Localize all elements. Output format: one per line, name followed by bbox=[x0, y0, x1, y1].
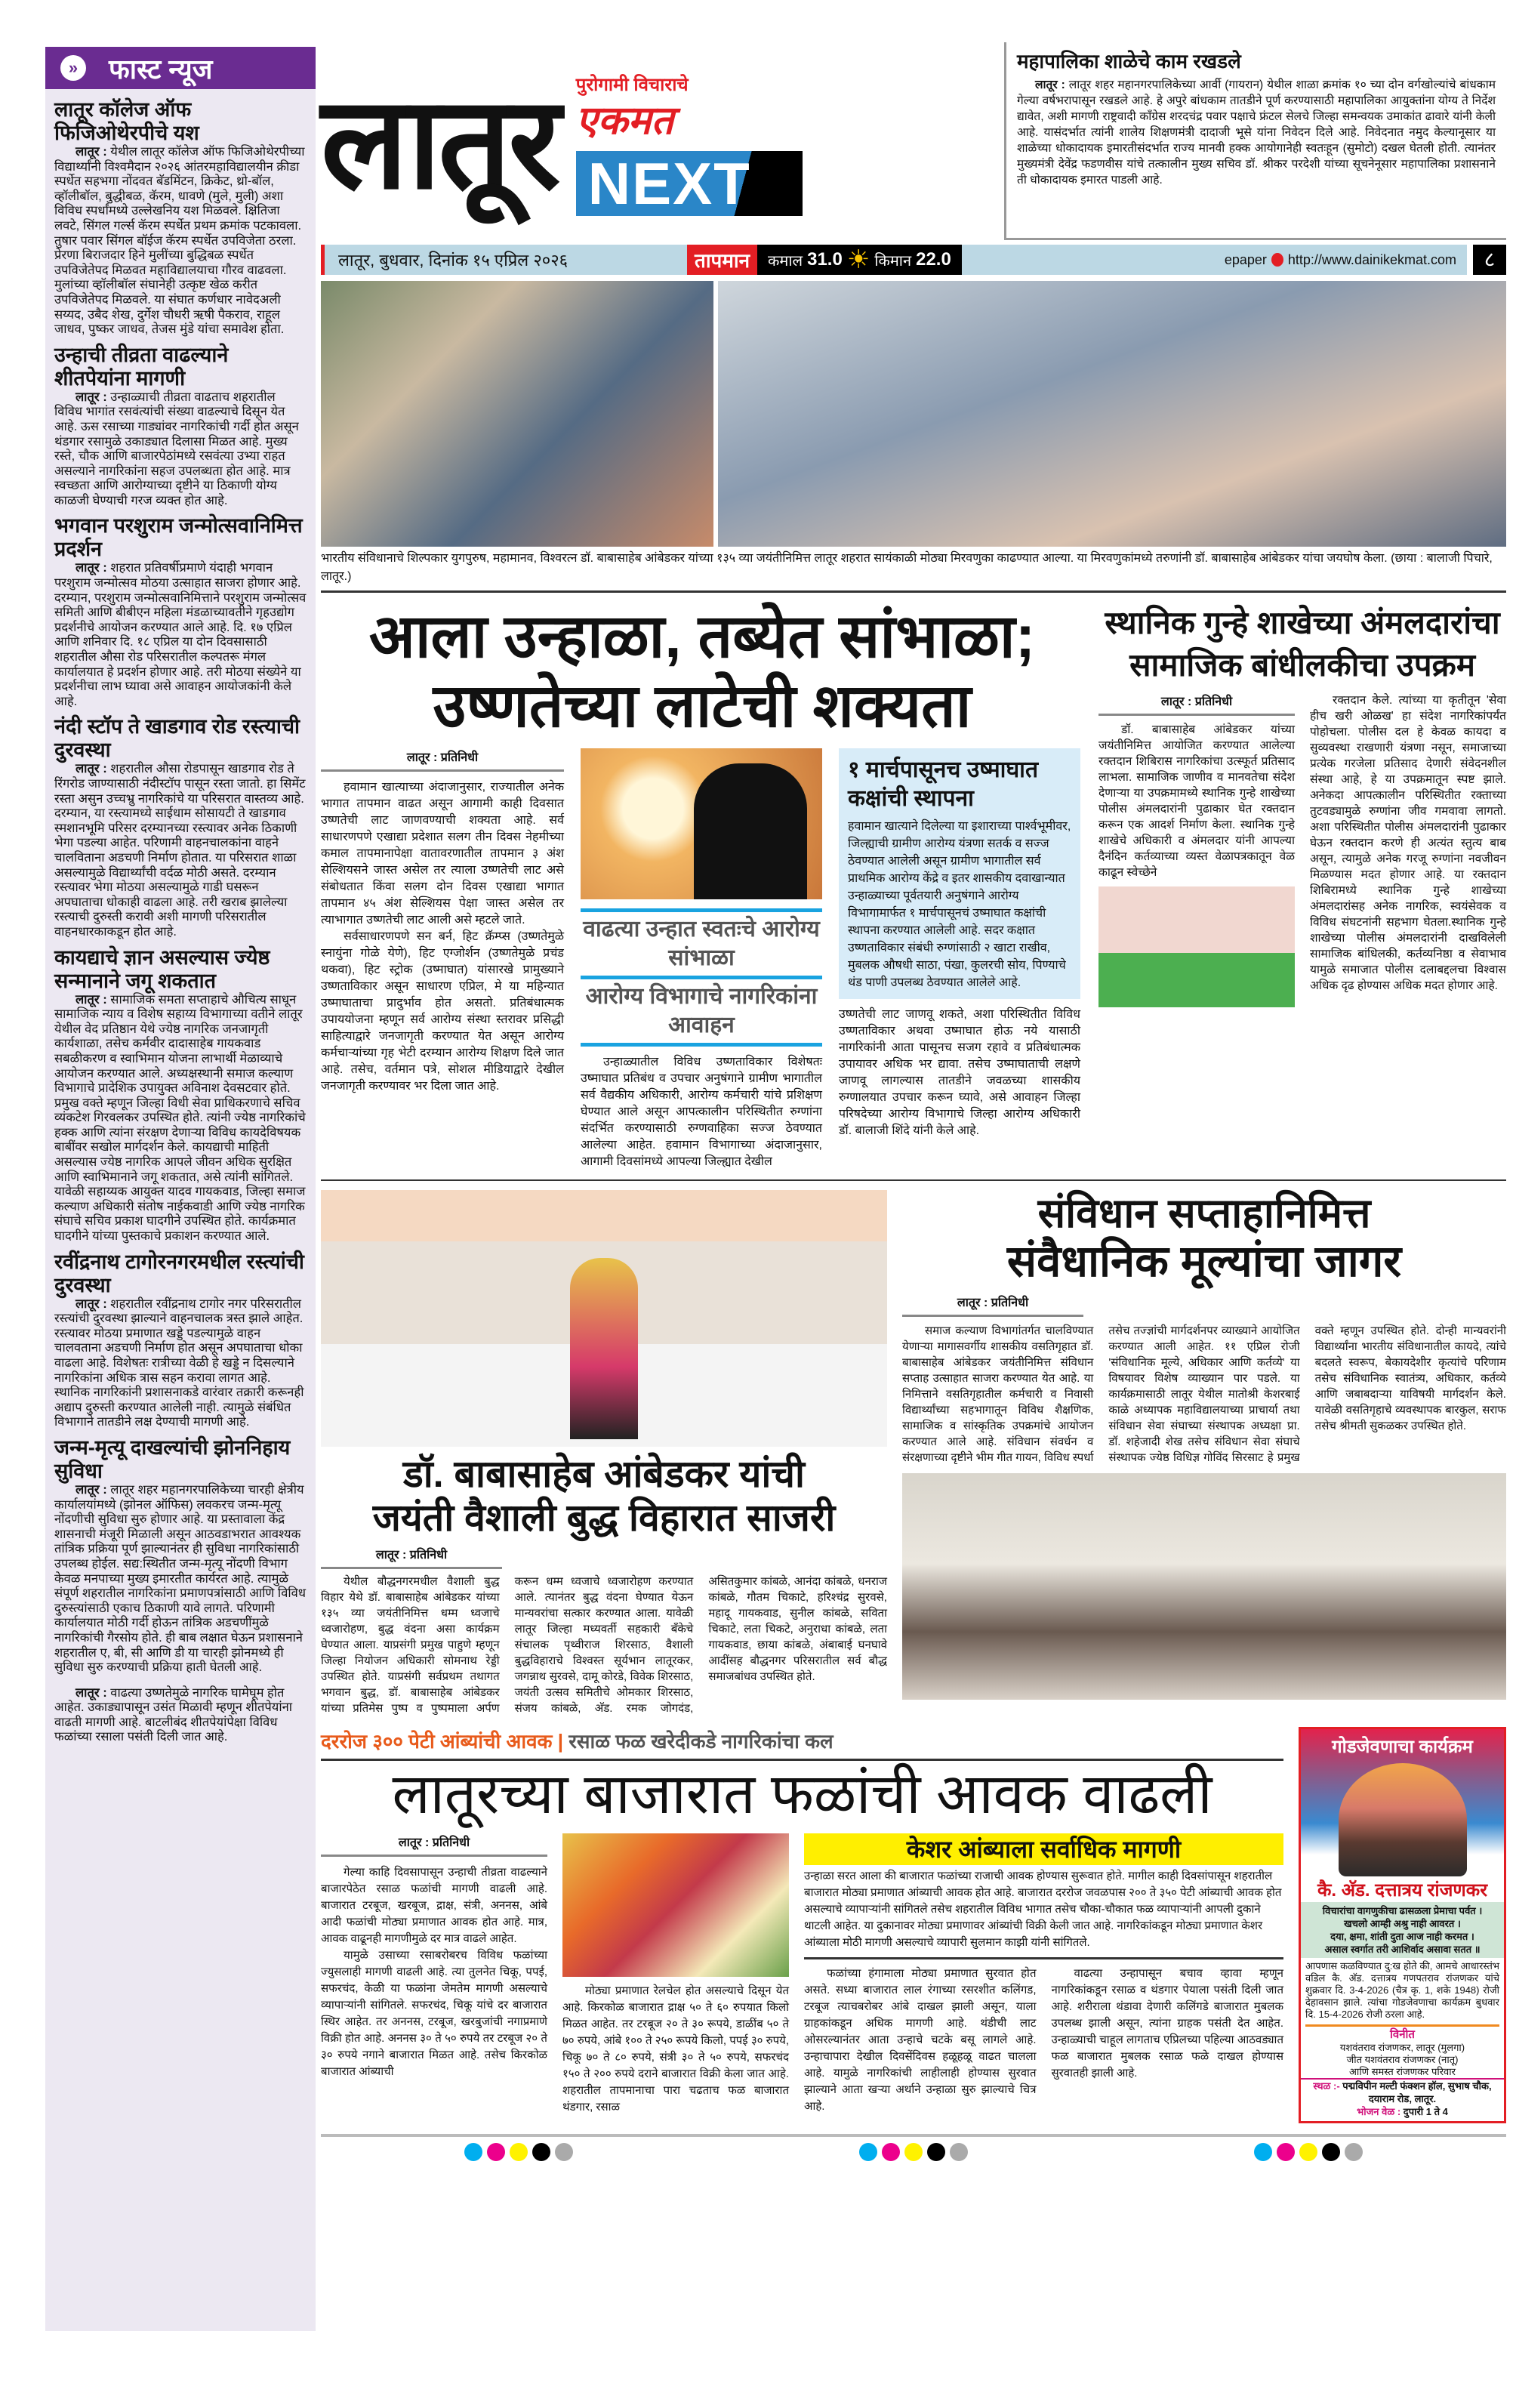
heat-byline: लातूर : प्रतिनिधी bbox=[321, 748, 564, 772]
heat-col-2 bbox=[581, 748, 822, 1170]
min-temp-value: 22.0 bbox=[916, 249, 951, 270]
temperature-label: तापमान bbox=[687, 245, 757, 275]
epaper-link[interactable] bbox=[1214, 252, 1467, 268]
fast-news-headline: कायद्याचे ज्ञान असल्यास ज्येष्ठ सन्मानाने जगू शकतात bbox=[54, 945, 270, 992]
fast-news-list bbox=[45, 89, 316, 1745]
fast-news-headline: नंदी स्टॉप ते खाडगाव रोड रस्त्याची दुरवस्था bbox=[54, 715, 300, 762]
police-col-2-text: रक्तदान केले. त्यांच्या या कृतीतून 'सेवा हीच खरी ओळख' हा संदेश नागरिकांपर्यंत पोहोचला. पोलीस दल हे केवळ कायदा व सुव्यवस्था राखणारी यंत्रणा नसून, समाजाच्या प्रत्येक गरजेला प्रतिसाद देणारी संवेदनशील संस्था आहे, हे या उपक्रमातून स्पष्ट झाले. अनेकदा आपत्कालीन परिस्थितीत रक्ताच्या तुटवड्यामुळे रुग्णांना जीव गमवावा लागतो. अशा परिस्थितीत पोलीस अंमलदारांनी पुढाकार घेऊन रक्तदान करणे ही अत्यंत स्तुत्य बाब असून, त्यामुळे अनेक गरजू रुग्णांना नवजीवन मिळण्यास मदत होणार आहे. या रक्तदान शिबिरामध्ये स्थानिक गुन्हे शाखेच्या अंमलदारांसह अनेक नागरिक, स्वयंसेवक व विविध संघटनांनी सहभाग घेतला.स्थानिक गुन्हे शाखेच्या पोलीस अंमलदारांनी दाखविलेली सामाजिक बांधिलकी, कर्तव्यनिष्ठा व सेवाभाव यामुळे समाजात पोलीस दलाबद्दलचा विश्वास अधिक दृढ होण्यास अधिक मदत होणार आहे. bbox=[1310, 694, 1506, 992]
heat-col-2-text: उन्हाळ्यातील विविध उष्णताविकार विशेषतः उष्माघात प्रतिबंध व उपचार अनुषंगाने ग्रामीण भागातील सर्व वैद्यकीय अधिकारी, आरोग्य कर्मचारी यांचे प्रशिक्षण घेण्यात आले असून आपत्कालीन परिस्थितीत रुग्णांना संदर्भित करण्यासाठी रुग्णवाहिका सज्ज ठेवण्यात आलेल्या आहेत. हवामान विभागाच्या अंदाजानुसार, आगामी दिवसांमध्ये आपल्या जिल्ह्यात देखील bbox=[581, 1056, 822, 1168]
fast-news-headline: जन्म-मृत्यू दाखल्यांची झोननिहाय सुविधा bbox=[54, 1435, 291, 1482]
fast-news-body: उन्हाळ्याची तीव्रता वाढताच शहरातील विविध भागांत रसवंत्यांची संख्या वाढल्याचे दिसून येत आहे. ऊस रसाच्या गाड्यांवर नागरिकांची गर्दी होत असून थंडगार रसामुळे उकाड्यात दिलासा मिळत आहे. मुख्य रस्ते, चौक आणि बाजारपेठांमध्ये रसवंत्या उभ्या राहत असल्याने नागरिकांना सहज उपलब्धता होत आहे. मात्र स्वच्छता आणि आरोग्याच्या दृष्टीने या ठिकाणी योग्य काळजी घेण्याची गरज व्यक्त होत आहे. bbox=[54, 390, 299, 507]
fast-news-body: सामाजिक समता सप्ताहाचे औचित्य साधून सामाजिक न्याय व विशेष सहाय्य विभागाच्या वतीने लातूर येथील वेद प्रतिष्ठान येथे ज्येष्ठ नागरिक जनजागृती कार्यशाळा, तसेच कर्मवीर दादासाहेब गायकवाड सबळीकरण व स्वाभिमान योजना लाभार्थी मेळाव्याचे आयोजन करण्यात आले. अध्यक्षस्थानी समाज कल्याण विभागाचे प्रादेशिक उपायुक्त अविनाश देवसटवार होते. प्रमुख वक्ते म्हणून जिल्हा विधी सेवा प्राधिकरणाचे सचिव व्यंकटेश गिरवलकर उपस्थित होते. त्यांनी ज्येष्ठ नागरिकांचे हक्क आणि त्यांना संरक्षण देणाऱ्या विविध कायदेविषयक बाबींवर सखोल मार्गदर्शन केले. कायद्याची माहिती असल्यास ज्येष्ठ नागरिक आपले जीवन अधिक सुरक्षित आणि स्वाभिमानाने जगू शकतात, असे त्यांनी सांगितले. यावेळी सहाय्यक आयुक्त यादव गायकवाड, जिल्हा समाज कल्याण अधिकारी संतोष नाईकवाडी आणि ज्येष्ठ नागरिक संघाचे सचिव प्रकाश घादगीने उपस्थित होते. कार्यक्रमात घादगीने यांच्या पुस्तकाचे प्रकाशन करण्यात आले. bbox=[54, 992, 306, 1244]
registration-dot bbox=[464, 2143, 482, 2161]
fast-news-body: येथील लातूर कॉलेज ऑफ फिजिओथेरपीच्या विद्यार्थ्यांनी विश्वमैदान २०२६ आंतरमहाविद्यालयीन क्रीडा स्पर्धेत सहभगा नोंदवत बॅडमिंटन, क्रिकेट, थ्रो-बॉल, व्हॉलीबॉल, बुद्धीबळ, कॅरम, धावणे (मुले, मुली) अशा विविध स्पर्धांमध्ये उल्लेखनिय यश मिळवले. क्षितिजा लवटे, सिंगल गर्ल्स कॅरम स्पर्धेत प्रथम क्रमांक पटकावला. तुषार पवार सिंगल बॉईज कॅरम स्पर्धेत उपविजेता ठरला. प्रेरणा बिराजदार हिने मुलींच्या बुद्धिबळ स्पर्धेत उपविजेतेपद मिळवत महाविद्यालयाचा गौरव वाढवला. मुलांच्या व्हॉलीबॉल संघानेही उत्कृष्ट खेळ करीत उपविजेतेपद मिळवले. या संघात कर्णधार नावेदअली सय्यद, उबैद शेख, दुर्गेश चौधरी ऋषी पैकराव, राहूल जाधव, पुष्कर जाधव, तेजस मुंडे यांचा समावेश होता. bbox=[54, 145, 305, 337]
obituary-advertisement bbox=[1299, 1727, 1506, 2123]
fast-news-headline: रवींद्रनाथ टागोरनगरमधील रस्त्यांची दुरवस्था bbox=[54, 1250, 304, 1296]
divider bbox=[804, 1957, 1283, 1959]
heat-box-body: हवामान खात्याने दिलेल्या या इशाराच्या पार्श्वभूमीवर, जिल्ह्याची ग्रामीण आरोग्य यंत्रणा सतर्क व सज्ज ठेवण्यात आलेली असून ग्रामीण भागातील सर्व प्राथमिक आरोग्य केंद्रे व इतर शासकीय दवाखान्यात उन्हाळ्याच्या पूर्वतयारी अनुषंगाने आरोग्य विभागामार्फत १ मार्चपासूनचं उष्माघात कक्षांची स्थापना करण्यात आलेली आहे. सदर कक्षात उष्णताविकार संबंधी रुग्णांसाठी २ खाटा राखीव, मुबलक औषधी साठा, पंखा, कुलरची सोय, पिण्याचे थंड पाणी उपलब्ध ठेवण्यात आलेले आहे. bbox=[848, 820, 1071, 989]
registration-dot bbox=[555, 2143, 573, 2161]
ad-title: गोडजेवणाचा कार्यक्रम bbox=[1332, 1737, 1473, 1757]
fast-news-dateline: लातूर : bbox=[75, 561, 107, 575]
poem-line: दया, क्षमा, शांती दुता आज नाही करमत । bbox=[1330, 1931, 1474, 1942]
date-bar bbox=[321, 245, 1467, 275]
fast-news-dateline: लातूर : bbox=[75, 1296, 107, 1311]
registration-dot bbox=[859, 2143, 877, 2161]
heat-sun-photo bbox=[581, 748, 822, 899]
heat-para-2: सर्वसाधारणपणे सन बर्न, हिट क्रॅम्प्स (उष्णतेमुळे स्नायुंना गोळे येणे), हिट एग्जोर्शन (उष्णतेमुळे प्रचंड थकवा), हिट स्ट्रोक (उष्माघात) यांसारखे प्रामुख्याने उष्णताविकार असून साधारण एप्रिल, मे या महिन्यात उष्माघाताचा प्रादुर्भाव होत असतो. प्रतिबंधात्मक उपाययोजना म्हणून सर्व आरोग्य संस्था स्तरावर प्रसिद्धी साहित्याद्वारे जनजागृती करण्यात येत असून आरोग्य कर्मचाऱ्यांच्या गृह भेटी दरम्यान आरोग्य शिक्षण दिले जात आहे. तसेच, वर्तमान पत्रे, सोशल मीडियाद्वारे देखील जनजागृती करण्यावर भर दिला जात आहे. bbox=[321, 930, 564, 1093]
fast-news-item bbox=[54, 1686, 307, 1745]
masthead bbox=[321, 42, 997, 240]
ad-vinit: विनीत bbox=[1305, 2024, 1499, 2042]
ambedkar-body-text: येथील बौद्धनगरमधील वैशाली बुद्ध विहार येथे डॉ. बाबासाहेब आंबेडकर यांच्या १३५ व्या जयंतीनिमित्त धम्म ध्वजाचे ध्वजारोहण, बुद्ध वंदना असा कार्यक्रम घेण्यात आला. याप्रसंगी प्रमुख पाहुणे म्हणून जिल्हा नियोजन अधिकारी सोमनाथ रेड्डी उपस्थित होते. याप्रसंगी सर्वप्रथम तथागत भगवान बुद्ध, डॉ. बाबासाहेब आंबेडकर यांच्या प्रतिमेस पुष्प व पुष्पमाला अर्पण करून धम्म ध्वजाचे ध्वजारोहण करण्यात आले. त्यानंतर बुद्ध वंदना घेण्यात येऊन मान्यवरांचा सत्कार करण्यात आला. यावेळी लातूर जिल्हा मध्यवर्ती सहकारी बँकेचे संचालक पृथ्वीराज शिरसाठ, वैशाली बुद्धविहाराचे विश्वस्त सूर्यभान लातूरकर, जगन्नाथ सुरवसे, दामू कोरडे, विवेक शिरसाठ, जयंती उत्सव समितीचे ओमकार शिरसाठ, संजय कांबळे, अ‍ॅड. रमक जोगदंड, असितकुमार कांबळे, आनंदा कांबळे, धनराज कांबळे, गौतम चिकाटे, हरिश्चंद्र सुरवसे, महादू गायकवाड, सुनील कांबळे, सविता चिकाटे, लता चिकटे, अनुराधा कांबळे, लता गायकवाड, छाया कांबळे, अंबाबाई घनघावे आदींसह बौद्धनगर परिसरातील सर्व बौद्ध समाजबांधव उपस्थित होते. bbox=[321, 1575, 887, 1715]
fruit-kicker-grey: रसाळ फळ खरेदीकडे नागरिकांचा कल bbox=[568, 1730, 833, 1753]
police-headline: स्थानिक गुन्हे शाखेच्या अंमलदारांचा सामाजिक बांधीलकीचा उपक्रम bbox=[1105, 605, 1500, 683]
poem-line: विचारांचा वागणुकीचा ढासळला प्रेमाचा पर्वत । bbox=[1322, 1905, 1483, 1916]
masthead-title: लातूर bbox=[321, 72, 558, 215]
top-story-title: महापालिका शाळेचे काम रखडले bbox=[1017, 50, 1241, 72]
fast-news-item bbox=[54, 946, 307, 1244]
ambedkar-story bbox=[321, 1190, 887, 1716]
registration-dot bbox=[487, 2143, 505, 2161]
poem-line: असाल स्वर्गात तरी आशिर्वाद असावा सतत ॥ bbox=[1324, 1944, 1481, 1955]
fast-news-body: वाढत्या उष्णतेमुळे नागरिक घामेघूम होत आहेत. उकाड्यापासून उसंत मिळावी म्हणून शीतपेयांना वाढती मागणी आहे. बाटलीबंद शीतपेयांपेक्षा विविध फळांच्या रसाला पसंती दिली जात आहे. bbox=[54, 1685, 293, 1744]
fast-news-column bbox=[45, 47, 316, 2331]
chevron-double-down-icon: » bbox=[60, 55, 86, 81]
registration-dot bbox=[1277, 2143, 1295, 2161]
fast-news-dateline: लातूर : bbox=[75, 992, 107, 1007]
ad-signatory: यशवंतराव रांजणकर, लातूर (मुलगा) bbox=[1301, 2042, 1504, 2054]
police-col-2 bbox=[1310, 692, 1506, 1007]
registration-marks bbox=[859, 2143, 968, 2161]
fast-news-dateline: लातूर : bbox=[75, 145, 107, 159]
fruit-headline: लातूरच्या बाजारात फळांची आवक वाढली bbox=[392, 1762, 1212, 1825]
fruit-story bbox=[321, 1727, 1283, 2123]
temperature-widget bbox=[687, 245, 962, 275]
top-story-body: लातूर शहर महानगरपालिकेच्या आर्वी (गायरान) येथील शाळा क्रमांक १० च्या दोन वर्गखोल्यांचे बांधकाम गेल्या वर्षभरापासून रखडले आहे. हे अपुरे बांधकाम तातडीने पूर्ण करण्यासाठी महापालिका आयुक्तांना योग्य ते निर्देश द्यावेत, अशी मागणी राष्ट्रवादी काँग्रेस शरदचंद्र पवार पक्षाचे फ्रंटल सेलचे जिल्हा समन्वयक उमाकांत ढावारे यांनी केली आहे. यासंदर्भात त्यांनी शालेय शिक्षणमंत्री दादाजी भूसे यांना निवेदन दिले आहे. निवेदनात नमुद केल्यानूसार या शाळेच्या धोकादायक इमारतीसंदर्भात राज्य मानवी हक्क आयोगानेही स्वतःहून (सुमोटो) दखल घेतली होती. त्यानंतर मुख्यमंत्री देवेंद्र फडणवीस यांचे तत्कालीन मुख्य सचिव डॉ. श्रीकर परदेशी यांच्या सूचनेनूसार महापालिका प्रशासनाने ती धोकादायक इमारत पाडली आहे. bbox=[1017, 79, 1496, 187]
ad-signatory: जीत यशवंतराव रांजणकर (नातू) bbox=[1301, 2054, 1504, 2066]
registration-dot bbox=[1299, 2143, 1317, 2161]
silhouette bbox=[694, 763, 807, 899]
fast-news-dateline: लातूर : bbox=[75, 1685, 107, 1700]
heat-col-3-text: उष्णतेची लाट जाणवू शकते, अशा परिस्थितीत विविध उष्णताविकार अथवा उष्माघात होऊ नये यासाठी नागरिकांनी आता पासूनच सजग रहावे व प्रतिबंधात्मक उपायावर अधिक भर द्यावा. तसेच उष्माघाताची लक्षणे जाणवू लागल्यास तातडीने जवळच्या शासकीय रुग्णालयात उपचार करून घ्यावे, असे आवाहन जिल्हा परिषदेच्या आरोग्य विभागाचे जिल्हा आरोग्य अधिकारी डॉ. बालाजी शिंदे यांनी केले आहे. bbox=[839, 1008, 1080, 1137]
bottom-rule bbox=[321, 2134, 1506, 2161]
statue bbox=[570, 1258, 638, 1439]
max-temp-label: कमाल bbox=[768, 252, 803, 270]
fruit-col-4-text: वाढत्या उन्हापासून बचाव व्हावा म्हणून नागरिकांकडून रसाळ व थंडगार पेयाला पसंती दिली जात आहे. शरीराला थंडावा देणारी कलिंगडे बाजारात मुबलक उपलब्ध झाली असून, त्यांना ग्राहक पसंती देत आहेत. उन्हाळ्याची चाहूल लागताच एप्रिलच्या पहिल्या आठवड्यात फळ बाजारात मुबलक रसाळ फळे दाखल होण्यास सुरवातही झाली आहे. bbox=[1051, 1967, 1283, 2080]
fast-news-item bbox=[54, 715, 307, 939]
divider bbox=[321, 590, 1506, 593]
fruit-kicker-red: दररोज ३०० पेटी आंब्यांची आवक bbox=[321, 1730, 553, 1753]
cursor-icon bbox=[1271, 253, 1283, 267]
samvidhan-byline: लातूर : प्रतिनिधी bbox=[902, 1293, 1083, 1317]
fast-news-body: लातूर शहर महानगरपालिकेच्या चारही क्षेत्रीय कार्यालयांमध्ये (झोनल ऑफिस) लवकरच जन्म-मृत्यू नोंदणीची सुविधा सुरु होणार आहे. या प्रस्तावाला केंद्र शासनाची मंजूरी मिळाली असून आठवडाभरात आवश्यक तांत्रिक प्रक्रिया पूर्ण झाल्यानंतर ही सुविधा नागरिकांसाठी उपलब्ध होईल. सद्य:स्थितीत जन्म-मृत्यू नोंदणी विभाग केवळ मनपाच्या मुख्य इमारतीत कार्यरत आहे. त्यामुळे संपूर्ण शहरातील नागरिकांना प्रमाणपत्रांसाठी आणि विविध दुरुस्त्यांसाठी एकाच ठिकाणी यावे लागते. परिणामी कार्यालयात मोठी गर्दी होऊन तांत्रिक अडचणींमुळे नागरिकांची गैरसोय होते. ही बाब लक्षात घेऊन प्रशासनाने शहरातील ए, बी, सी आणि डी या चारही झोनमध्ये ही सुविधा सुरु करण्याची प्रक्रिया हाती घेतली आहे. bbox=[54, 1482, 306, 1675]
meal-label: भोजन वेळ : bbox=[1357, 2106, 1401, 2117]
fast-news-dateline: लातूर : bbox=[75, 390, 107, 404]
registration-dot bbox=[904, 2143, 923, 2161]
registration-marks bbox=[464, 2143, 573, 2161]
samvidhan-group-photo bbox=[902, 1473, 1506, 1700]
fast-news-item bbox=[54, 344, 307, 509]
heat-box-title: १ मार्चपासूनच उष्माघात कक्षांची स्थापना bbox=[848, 757, 1039, 811]
min-temp-label: किमान bbox=[874, 252, 912, 270]
ambedkar-headline-2: जयंती वैशाली बुद्ध विहारात साजरी bbox=[372, 1496, 836, 1539]
fast-news-item bbox=[54, 1250, 307, 1430]
registration-marks bbox=[1254, 2143, 1363, 2161]
page-number: ८ bbox=[1473, 245, 1506, 275]
fast-news-body: शहरातील औसा रोडपासून खाडगाव रोड ते रिंगरोड जाण्यासाठी नंदीस्टॉप पासून रस्ता जातो. हा सिमेंट रस्ता असुन उच्चभ्रु नागरिकांचे या परिसरात वास्तव्य आहे. दरम्यान, या रस्त्यामध्ये साईधाम सोसायटी ते खाडगाव स्मशानभूमि परिसर दरम्यानच्या रस्त्यावर अनेक ठिकाणी भेगा पडल्या आहेत. परिणामी वाहनचालकांना वाहने चालविताना अडचणी निर्माण होतात. या परिसरात शाळा असल्यामुळे विद्यार्थ्यांची वर्दळ मोठी असते. दरम्यान रस्त्यावर भेगा मोठया असल्यामुळे गाडी घसरून अपघाताचा धोकाही वाढला आहे. तरी खराब झालेल्या रस्त्याची दुरुस्ती करावी अशी मागणी परिसरातील वाहनधारकाकडून होत आहे. bbox=[54, 762, 306, 939]
fast-news-header bbox=[45, 47, 316, 89]
fruit-col-3-4 bbox=[804, 1833, 1283, 2116]
sun-icon: ☀ bbox=[846, 245, 870, 274]
heat-headline-1: आला उन्हाळा, तब्येत सांभाळा; bbox=[368, 603, 1036, 670]
fruit-kicker: दररोज ३०० पेटी आंब्यांची आवक | रसाळ फळ खरेदीकडे नागरिकांचा कल bbox=[321, 1730, 833, 1753]
registration-dot bbox=[927, 2143, 945, 2161]
fruit-box-title: केशर आंब्याला सर्वाधिक मागणी bbox=[804, 1833, 1283, 1865]
fruit-col-1 bbox=[321, 1833, 547, 2116]
venue-label: स्थळ :- bbox=[1313, 2080, 1340, 2092]
registration-dot bbox=[882, 2143, 900, 2161]
registration-dot bbox=[950, 2143, 968, 2161]
heat-subhead-2: आरोग्य विभागाचे नागरिकांना आवाहन bbox=[581, 979, 822, 1047]
issue-date: लातूर, बुधवार, दिनांक १५ एप्रिल २०२६ bbox=[338, 251, 568, 270]
poem-line: खचलो आम्ही अश्रु नाही आवरत । bbox=[1344, 1918, 1461, 1929]
heat-para-1: हवामान खात्याच्या अंदाजानुसार, राज्यातील अनेक भागात तापमान वाढत असून आगामी काही दिवसात उष्णतेची लाट जाणवण्याची शक्यता आहे. सर्व साधारणपणे एखाद्या प्रदेशात सलग तीन दिवस नेहमीच्या कमाल तापमानापेक्षा वातावरणातील तापमान ३ अंश सेल्शियसने जास्त असेल तर त्याला उष्णतेची लाट असे संबोधतात किंवा सलग दोन दिवस एखाद्या भागात तापमान ४५ अंश सेल्शियस पेक्षा जास्त असेल तर त्याभागात उष्णतेची लाट आली असे म्हटले जाते. bbox=[321, 781, 564, 927]
police-byline: लातूर : प्रतिनिधी bbox=[1098, 692, 1295, 716]
fruit-box-body: उन्हाळा सरत आला की बाजारात फळांच्या राजाची आवक होण्यास सुरूवात होते. मागील काही दिवसांपासून शहरातील बाजारात मोठ्या प्रमाणात आंब्याची आवक होत आहे. बाजारात दररोज जवळपास २०० ते ३५० पेटी आंब्याची आवक होत असल्याचे व्यापाऱ्यांनी सांगितले तसेच शहरातील विविध भागात तसेच चौका-चौकात फळ व्यापाऱ्यांनी आपली दुकाने थाटली आहेत. या दुकानावर मोठ्या प्रमाणावर आंब्यांची विक्री केली जात आहे. नागरिकांकडून मोठ्या प्रमाणात केशर आंब्याला मोठी मागणी असल्याचे व्यापारी सुलमान काझी यांनी सांगितले. bbox=[804, 1870, 1282, 1949]
fast-news-headline: उन्हाची तीव्रता वाढल्याने शीतपेयांना मागणी bbox=[54, 343, 229, 390]
ambedkar-statue-photo bbox=[321, 1190, 887, 1447]
police-col-1 bbox=[1098, 692, 1295, 1007]
photo-caption: भारतीय संविधानाचे शिल्पकार युगपुरुष, महामानव, विश्वरत्न डॉ. बाबासाहेब आंबेडकर यांच्या १३५ व्या जयंतीनिमित्त लातूर शहरात सायंकाळी मोठ्या मिरवणुका काढण्यात आल्या. या मिरवणुकांमध्ये तरुणांनी डॉ. बाबासाहेब आंबेडकर यांचा जयघोष केला. (छाया : बालाजी पिचारे, लातूर.) bbox=[321, 552, 1493, 583]
samvidhan-story bbox=[902, 1190, 1506, 1716]
fruit-col-3-text: फळांच्या हंगामाला मोठ्या प्रमाणात सुरवात होत असते. सध्या बाजारात लाल रंगाच्या रसरशीत कलिंगड, टरबूज त्याचबरोबर आंबे दाखल झाली असून, याला ग्राहकांकडून अधिक मागणी आहे. थंडीची लाट ओसरल्यानंतर आता उन्हाचे चटके बसू लागले आहे. उन्हाचापारा देखील दिवसेंदिवस हळूहळू वाढत चालला आहे. यामुळे नागरिकांची लाहीलाही होण्यास सुरवात झाल्याने आता खऱ्या अर्थाने उन्हाळा सुरु झाल्याचे चित्र आहे. bbox=[804, 1967, 1037, 2113]
main-content bbox=[321, 42, 1506, 2161]
samvidhan-body-text: समाज कल्याण विभागांतर्गत चालविण्यात येणाऱ्या मागासवर्गीय शासकीय वसतिगृहात डॉ. बाबासाहेब आंबेडकर जयंतीनिमित्त संविधान सप्ताह उत्साहात साजरा करण्यात येत आहे. या निमित्ताने वसतिगृहातील कर्मचारी व निवासी विद्यार्थ्यांच्या सहभागातून विविध शैक्षणिक, सामाजिक व सांस्कृतिक उपक्रमांचे आयोजन करण्यात आले आहे. संविधान संवर्धन व संरक्षणाच्या दृष्टीने भीम गीत गायन, विविध स्पर्धा तसेच तज्ज्ञांची मार्गदर्शनपर व्याख्याने आयोजित करण्यात आली आहेत. ११ एप्रिल रोजी 'संविधानिक मूल्ये, अधिकार आणि कर्तव्ये' या विषयावर विशेष व्याख्यान पार पडले. या कार्यक्रमासाठी लातूर येथील मातोश्री केशरबाई काळे अध्यापक महाविद्यालयाच्या प्राचार्या तथा संविधान सेवा संघाच्या संस्थापक अध्यक्षा प्रा. डॉ. शहेजादी शेख तसेच संविधान सेवा संघाचे संस्थापक ज्येष्ठ विधिज्ञ गोविंद सिरसाट हे प्रमुख वक्ते म्हणून उपस्थित होते. दोन्ही मान्यवरांनी विद्यार्थ्यांना भारतीय संविधानातील कायदे, त्यांचे बदलते स्वरूप, बेकायदेशीर कृत्यांचे परिणाम तसेच संविधानिक स्वातंत्र्य, अधिकार, कर्तव्ये आणि जबाबदाऱ्या याविषयी मार्गदर्शन केले. यावेळी वसतिगृहाचे व्यवस्थापक बारकुल, सराफ तसेच श्रीमती सुकळकर उपस्थित होते. bbox=[902, 1324, 1506, 1464]
fast-news-headline: भगवान परशुराम जन्मोत्सवानिमित्त प्रदर्शन bbox=[54, 514, 303, 561]
ad-message: आपणास कळविण्यात दु:ख होते की, आमचे आधारस्तंभ वडिल कै. अ‍ॅड. दत्तात्रय गणपतराव रांजणकर यांचे शुक्रवार दि. 3-4-2026 (चैत्र कृ. 1, शके 1948) रोजी देहावसान झाले. त्यांचा गोडजेवणाचा कार्यक्रम बुधवार दि. 15-4-2026 रोजी ठरला आहे. bbox=[1301, 1958, 1504, 2023]
fast-news-body: शहरातील रवींद्रनाथ टागोर नगर परिसरातील रस्त्यांची दुरवस्था झाल्याने वाहनचालक त्रस्त झाले आहेत. रस्त्यावर मोठया प्रमाणात खड्डे पडल्यामुळे वाहन चालवताना अडचणी निर्माण होत असून अपघाताचा धोका वाढला आहे. विशेषतः रात्रीच्या वेळी हे खड्डे न दिसल्याने नागरिकांना अधिक त्रास सहन करावा लागत आहे. स्थानिक नागरिकांनी प्रशासनाकडे वारंवार तक्रारी करूनही अद्याप दुरुस्ती करण्यात आलेली नाही. त्यामुळे संबंधित विभागाने तातडीने लक्ष देण्याची मागणी आहे. bbox=[54, 1296, 304, 1429]
ad-signatory: आणि समस्त रांजणकर परिवार bbox=[1301, 2066, 1504, 2078]
ad-poem bbox=[1301, 1902, 1504, 1958]
registration-dot bbox=[1322, 2143, 1340, 2161]
venue-text: पद्मविपीन मल्टी फंक्शन हॉल, सुभाष चौक, दयाराम रोड, लातूर. bbox=[1342, 2080, 1492, 2104]
ad-name: कै. अ‍ॅड. दत्तात्रय रांजणकर bbox=[1301, 1879, 1504, 1902]
fruit-col-1-text-2: यामुळे उसाच्या रसाबरोबरच विविध फळांच्या ज्युसलाही मागणी वाढली आहे. त्या तुलनेत चिकू, पपई, सफरचंद, केळी या फळांना जेमतेम मागणी असल्याचे व्यापाऱ्यांनी सांगितले. सफरचंद, चिकू यांचे दर बाजारात स्थिर आहेत. तर अननस, टरबूज, खरबुजांची नगाप्रमाणे विक्री होत आहे. अननस ३० ते ५० रुपये तर टरबूज २० ते ३० रुपये नगाने बाजारात मिळत आहे. तसेच किरकोळ बाजारात आंब्याची bbox=[321, 1949, 547, 2078]
ambedkar-headline-1: डॉ. बाबासाहेब आंबेडकर यांची bbox=[402, 1453, 806, 1495]
fast-news-body: शहरात प्रतिवर्षीप्रमाणे यंदाही भगवान परशुराम जन्मोत्सव मोठया उत्साहात साजरा होणार आहे. दरम्यान, परशुराम जन्मोत्सवानिमित्ताने परशुराम जन्मोत्सव समिती आणि बीबीएन महिला मंडळाच्यावतीने गृहउद्योग प्रदर्शनीचे आयोजन करण्यात आले आहे. दि. १७ एप्रिल आणि शनिवार दि. १८ एप्रिल या दोन दिवसासाठी शहरातील औसा रोड परिसरातील कल्पतरू मंगल कार्यालयात हे प्रदर्शन होणार आहे. तरी मोठया संख्येने या प्रदर्शनीचा लाभ घ्यावा असे आवाहन आयोजकांनी केले आहे. bbox=[54, 561, 307, 708]
fast-news-item bbox=[54, 98, 307, 338]
masthead-brand: एकमत bbox=[575, 98, 674, 143]
heat-sidebar-box bbox=[839, 748, 1080, 999]
ambedkar-byline: लातूर : प्रतिनिधी bbox=[321, 1546, 502, 1569]
fast-news-headline: लातूर कॉलेज ऑफ फिजिओथेरपीचे यश bbox=[54, 98, 199, 144]
masthead-next-logo: NEXT bbox=[576, 151, 803, 216]
top-story-box bbox=[1004, 42, 1506, 240]
registration-dot bbox=[1345, 2143, 1363, 2161]
procession-photo-right bbox=[718, 281, 1506, 547]
heat-story bbox=[321, 602, 1083, 1170]
fast-news-title: फास्ट न्यूज bbox=[109, 53, 213, 85]
heat-col-1 bbox=[321, 748, 564, 1170]
fast-news-item bbox=[54, 514, 307, 709]
fast-news-item bbox=[54, 1436, 307, 1676]
heat-col-3 bbox=[839, 748, 1080, 1170]
heat-headline-2: उष्णतेच्या लाटेची शक्यता bbox=[433, 672, 972, 739]
blood-donation-photo bbox=[1098, 886, 1295, 1007]
fruit-col-2 bbox=[562, 1833, 789, 2116]
fruit-byline: लातूर : प्रतिनिधी bbox=[321, 1833, 547, 1857]
samvidhan-headline-2: संवैधानिक मूल्यांचा जागर bbox=[1006, 1237, 1402, 1287]
ad-portrait bbox=[1339, 1763, 1467, 1876]
registration-dot bbox=[532, 2143, 550, 2161]
ad-venue bbox=[1301, 2078, 1504, 2121]
fruit-col-1-text: गेल्या काहि दिवसापासून उन्हाची तीव्रता वाढल्याने बाजारपेठेत रसाळ फळांची मागणी वाढली आहे. बाजारात टरबूज, खरबूज, द्राक्ष, संत्री, अननस, आंबे आदी फळांची मोठ्या प्रमाणात आवक होत आहे. मात्र, आवक वाढूनही मागणीमुळे दर मात्र वाढले आहेत. bbox=[321, 1866, 547, 1945]
masthead-tagline: पुरोगामी विचाराचे bbox=[575, 74, 689, 95]
registration-dot bbox=[510, 2143, 528, 2161]
fruit-col-2-text: मोठ्या प्रमाणात रेलचेल होत असल्याचे दिसून येत आहे. किरकोळ बाजारात द्राक्ष ५० ते ६० रुपयात किलो मिळत आहेत. तर टरबूज २० ते ३० रूपये, डाळींब ५० ते ७० रुपये, आंबे १०० ते २५० रूपये किलो, पपई ३० रुपये, चिकू ७० ते ८० रुपये, संत्री ३० ते ५० रुपये, सफरचंद १५० ते २०० रुपये दराने बाजारात विक्री केला जात आहे. शहरातील तापमानाचा पारा चढताच फळ बाजारात थंडगार, रसाळ bbox=[562, 1984, 789, 2114]
divider bbox=[321, 1179, 1506, 1181]
heat-subheads bbox=[581, 908, 822, 1047]
fruit-market-photo bbox=[562, 1833, 789, 1977]
top-story-dateline: लातूर : bbox=[1035, 79, 1065, 91]
heat-subhead-1: वाढत्या उन्हात स्वतःचे आरोग्य सांभाळा bbox=[581, 908, 822, 979]
meal-time: दुपारी 1 ते 4 bbox=[1403, 2106, 1448, 2117]
epaper-label: epaper bbox=[1224, 251, 1267, 267]
epaper-url[interactable]: http://www.dainikekmat.com bbox=[1287, 251, 1456, 267]
registration-dot bbox=[1254, 2143, 1272, 2161]
max-temp-value: 31.0 bbox=[807, 249, 843, 270]
police-col-1-text: डॉ. बाबासाहेब आंबेडकर यांच्या जयंतीनिमित्त आयोजित करण्यात आलेल्या रक्तदान शिबिरास नागरिकांचा उत्स्फूर्त प्रतिसाद लाभला. सामाजिक जाणीव व मानवतेचा संदेश देणाऱ्या या उपक्रमामध्ये स्थानिक गुन्हे शाखेच्या पोलीस अंमलदारांनी पुढाकार घेत रक्तदान करून एक आदर्श निर्माण केला. स्थानिक गुन्हे शाखेचे अधिकारी व अंमलदार यांनी आपल्या दैनंदिन कर्तव्याच्या व्यस्त वेळापत्रकातून वेळ काढून स्वेच्छेने bbox=[1098, 723, 1295, 879]
police-story bbox=[1098, 602, 1506, 1170]
samvidhan-headline-1: संविधान सप्ताहानिमित्त bbox=[1037, 1191, 1371, 1236]
fast-news-dateline: लातूर : bbox=[75, 1482, 107, 1497]
procession-photo-left bbox=[321, 281, 713, 547]
fast-news-dateline: लातूर : bbox=[75, 762, 107, 776]
